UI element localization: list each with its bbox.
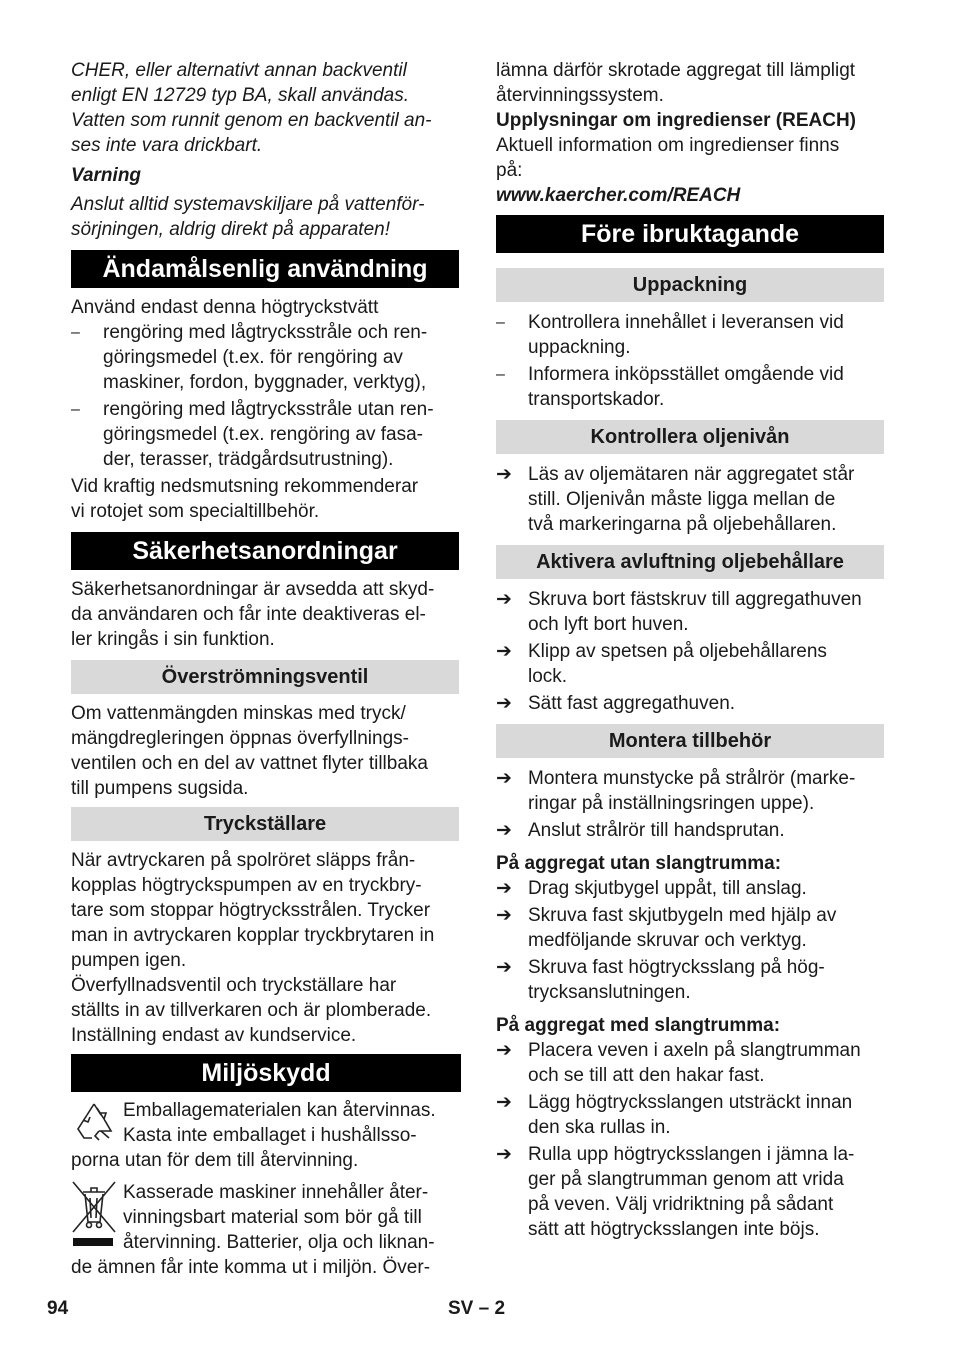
list-item: ➔ Placera veven i axeln på slangtrumman och se till att den hakar fast. (496, 1038, 884, 1088)
subsection-title-accessories: Montera tillbehör (496, 724, 884, 758)
drum-list (496, 1038, 884, 1242)
intended-use-list (71, 320, 459, 472)
list-item: ➔ Klipp av spetsen på oljebehållarens lock. (496, 639, 884, 689)
list-item: ➔ Skruva bort fästskruv till aggregathuven och lyft bort huven. (496, 587, 884, 637)
subsection-title-oil-level: Kontrollera oljenivån (496, 420, 884, 454)
packaging-recycling-note (71, 1098, 459, 1173)
right-column (496, 58, 884, 1242)
list-item: ➔ Skruva fast skjutbygeln med hjälp av medföljande skruvar och verktyg. (496, 903, 884, 953)
reach-title: Upplysningar om ingredienser (REACH) (496, 110, 856, 131)
reach-link[interactable]: www.kaercher.com/REACH (496, 185, 741, 206)
subsection-title-unpacking: Uppackning (496, 268, 884, 302)
warning-label: Varning (71, 165, 142, 186)
disposal-note (71, 1180, 459, 1280)
pressure-switch-text: När avtryckaren på spolröret släpps från- kopplas högtryckspumpen av en tryckbry- tare som stoppar högtrycksstrålen. Trycker man in avtryckaren kopplar tryckbrytaren in pumpen igen. Överfyllnadsventil och tryckställare har ställts in av tillverkaren och är plomberade. Inställning endast av kundservice. (71, 850, 435, 1046)
subsection-title-pressure-switch: Tryckställare (71, 807, 459, 841)
list-item: – rengöring med lågtrycksstråle utan ren- göringsmedel (t.ex. rengöring av fasa- der, terasser, trädgårdsutrustning). (71, 397, 459, 472)
oil-venting-list (496, 587, 884, 716)
overflow-valve-text: Om vattenmängden minskas med tryck/ mängdregleringen öppnas överfyllnings- ventilen och en del av vattnet flyter tillbaka till pumpens sugsida. (71, 703, 428, 799)
section-title-environment: Miljöskydd (71, 1054, 461, 1092)
list-item: ➔ Rulla upp högtrycksslangen i jämna la- ger på slangtrumman genom att vrida på veven. Välj vridriktning på sådant sätt att högtrycksslangen inte böjs. (496, 1142, 884, 1242)
list-item: – rengöring med lågtrycksstråle och ren- göringsmedel (t.ex. för rengöring av maskiner, fordon, byggnader, verktyg), (71, 320, 459, 395)
section-title-safety-devices: Säkerhetsanordningar (71, 532, 459, 570)
oil-level-list (496, 462, 884, 537)
page-number: 94 (47, 1298, 69, 1319)
crossed-bin-icon (71, 1180, 117, 1252)
warning-text: Anslut alltid systemavskiljare på vattenför- sörjningen, aldrig direkt på apparaten! (71, 194, 425, 240)
section-title-intended-use: Ändamålsenlig användning (71, 250, 459, 288)
section-title-before-use: Före ibruktagande (496, 215, 884, 253)
drum-title: På aggregat med slangtrumma: (496, 1015, 781, 1036)
list-item: ➔ Lägg högtrycksslangen utsträckt innan den ska rullas in. (496, 1090, 884, 1140)
packaging-recycling-text: Emballagematerialen kan återvinnas. Kasta inte emballaget i hushållsso- porna utan för dem till återvinning. (71, 1100, 436, 1171)
list-item: ➔ Drag skjutbygel uppåt, till anslag. (496, 876, 884, 901)
subsection-title-overflow-valve: Överströmningsventil (71, 660, 459, 694)
subsection-title-oil-venting: Aktivera avluftning oljebehållare (496, 545, 884, 579)
left-column (71, 58, 459, 1280)
list-item: – Kontrollera innehållet i leveransen vid uppackning. (496, 310, 884, 360)
list-item: – Informera inköpsstället omgående vid transportskador. (496, 362, 884, 412)
list-item: ➔ Sätt fast aggregathuven. (496, 691, 884, 716)
intended-use-intro: Använd endast denna högtryckstvätt (71, 297, 379, 318)
unpacking-list (496, 310, 884, 412)
safety-devices-text: Säkerhetsanordningar är avsedda att skyd- da användaren och får inte deaktiveras el- ler kringås i sin funktion. (71, 579, 435, 650)
recycling-icon (71, 1098, 117, 1144)
disposal-continued: lämna därför skrotade aggregat till lämpligt återvinningssystem. (496, 60, 856, 106)
no-drum-title: På aggregat utan slangtrumma: (496, 853, 782, 874)
intro-text: CHER, eller alternativt annan backventil enligt EN 12729 typ BA, skall användas. Vatten som runnit genom en backventil an- ses inte vara drickbart. (71, 60, 432, 156)
accessories-list (496, 766, 884, 843)
reach-text: Aktuell information om ingredienser finns på: (496, 135, 840, 181)
list-item: ➔ Montera munstycke på strålrör (marke- ringar på inställningsringen uppe). (496, 766, 884, 816)
list-item: ➔ Anslut strålrör till handsprutan. (496, 818, 884, 843)
disposal-text: Kasserade maskiner innehåller åter- vinningsbart material som bör gå till återvinning. Batterier, olja och liknan- de ämnen får inte komma ut i miljön. Över- (71, 1182, 435, 1278)
no-drum-list (496, 876, 884, 1005)
language-page-label: SV – 2 (448, 1298, 506, 1319)
list-item: ➔ Skruva fast högtrycksslang på hög- trycksanslutningen. (496, 955, 884, 1005)
intended-use-outro: Vid kraftig nedsmutsning rekommenderar vi rotojet som specialtillbehör. (71, 476, 419, 522)
list-item: ➔ Läs av oljemätaren när aggregatet står still. Oljenivån måste ligga mellan de två markeringarna på oljebehållaren. (496, 462, 884, 537)
